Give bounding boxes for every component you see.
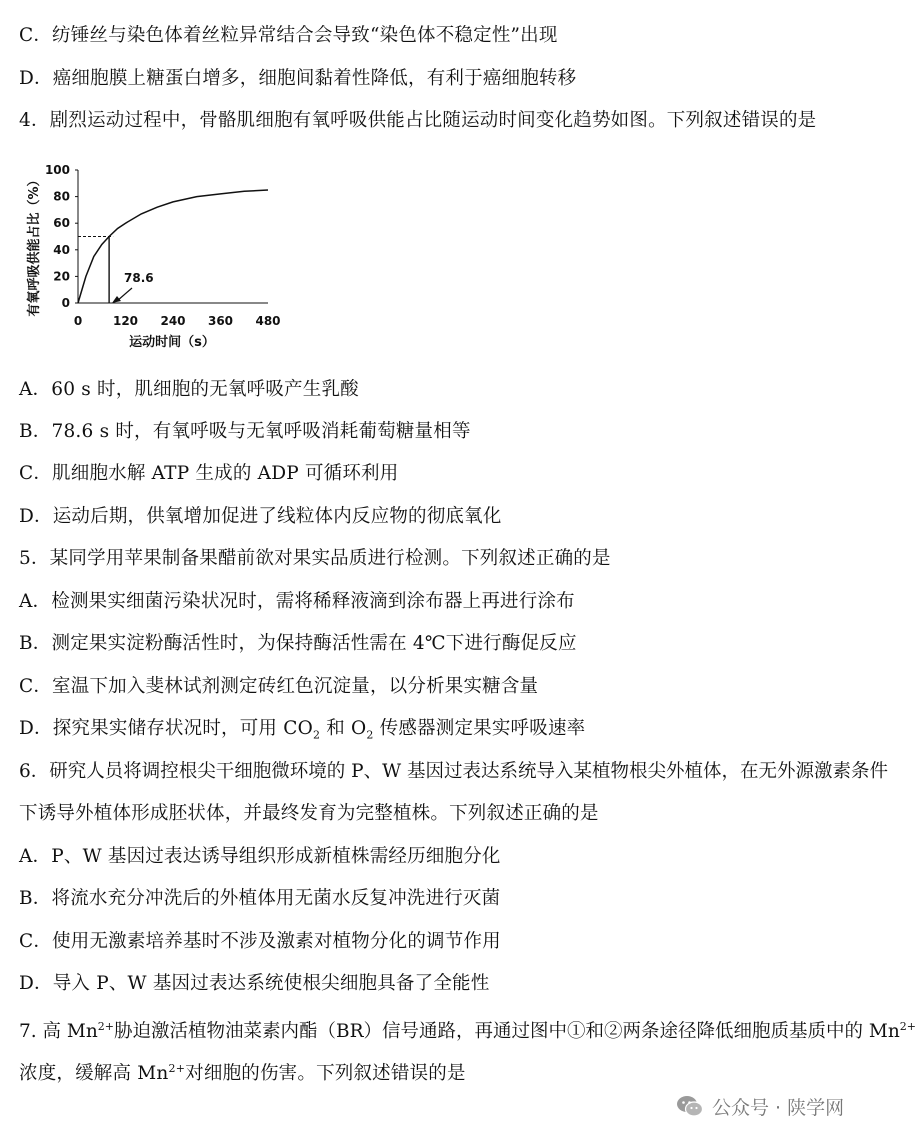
q5-d-text-1: D．探究果实储存状况时，可用 CO: [19, 718, 313, 739]
q7-stem-line-1: [19, 1015, 916, 1044]
x-tick-label: 360: [207, 314, 234, 328]
q4-option-d: D．运动后期，供氧增加促进了线粒体内反应物的彻底氧化: [19, 506, 502, 527]
series-line: [78, 190, 268, 303]
q6-stem-line-2: 下诱导外植体形成胚状体，并最终发育为完整植株。下列叙述正确的是: [19, 803, 599, 824]
y-tick-labels: [45, 163, 78, 310]
x-tick-label: 0: [73, 314, 83, 328]
x-tick-label: 240: [160, 314, 186, 328]
x-tick-label: 120: [112, 314, 139, 328]
q7-text-3: 浓度，缓解高 Mn: [19, 1063, 169, 1085]
q3-option-d: D．癌细胞膜上糖蛋白增多，细胞间黏着性降低，有利于癌细胞转移: [19, 68, 577, 89]
q5-option-b: B．测定果实淀粉酶活性时，为保持酶活性需在 4℃下进行酶促反应: [19, 633, 577, 654]
q5-option-a: A．检测果实细菌污染状况时，需将稀释液滴到涂布器上再进行涂布: [19, 591, 575, 612]
q6-option-a: A．P、W 基因过表达诱导组织形成新植株需经历细胞分化: [19, 846, 501, 867]
y-axis-label: 有氧呼吸供能占比（%）: [27, 173, 42, 317]
q5-option-d: [19, 717, 585, 748]
q5-d-sub-1: 2: [312, 728, 321, 742]
y-tick-label: 80: [53, 189, 70, 204]
q4-option-c: C．肌细胞水解 ATP 生成的 ADP 可循环利用: [19, 463, 399, 484]
q7-text-4: 对细胞的伤害。下列叙述错误的是: [185, 1063, 466, 1085]
aerobic-respiration-chart: [20, 160, 290, 355]
q7-sup-3: 2+: [168, 1062, 186, 1075]
q7-text-2: 胁迫激活植物油菜素内酯（BR）信号通路，再通过图中①和②两条途径降低细胞质基质中的 Mn: [114, 1021, 900, 1043]
wechat-icon: [676, 1094, 704, 1118]
q4-option-a: A．60 s 时，肌细胞的无氧呼吸产生乳酸: [19, 379, 359, 400]
watermark-text: 公众号 · 陕学网: [712, 1096, 845, 1119]
q4-option-b: B．78.6 s 时，有氧呼吸与无氧呼吸消耗葡萄糖量相等: [19, 421, 471, 442]
q7-sup-2: 2+: [899, 1020, 916, 1033]
q5-d-text-2: 和 O: [320, 718, 367, 739]
x-tick-labels: [74, 314, 281, 328]
q6-option-d: D．导入 P、W 基因过表达系统使根尖细胞具备了全能性: [19, 973, 490, 994]
watermark: [676, 1092, 844, 1120]
q5-stem: 5．某同学用苹果制备果醋前欲对果实品质进行检测。下列叙述正确的是: [19, 548, 611, 569]
x-tick-label: 480: [255, 314, 281, 328]
q5-option-c: C．室温下加入斐林试剂测定砖红色沉淀量，以分析果实糖含量: [19, 676, 539, 697]
q7-text-1: 7. 高 Mn: [19, 1021, 98, 1043]
y-tick-label: 20: [53, 269, 70, 284]
x-axis-label: 运动时间（s）: [129, 335, 215, 350]
y-tick-label: 100: [44, 163, 70, 177]
q6-stem-line-1: 6．研究人员将调控根尖干细胞微环境的 P、W 基因过表达系统导入某植物根尖外植体，在无外源激素条件: [19, 761, 888, 782]
y-tick-label: 60: [53, 216, 70, 231]
annotation-label: 78.6: [124, 271, 154, 285]
q7-sup-1: 2+: [97, 1020, 114, 1033]
q5-d-text-3: 传感器测定果实呼吸速率: [373, 718, 586, 739]
q7-stem-line-2: [19, 1057, 466, 1086]
q5-d-sub-2: 2: [366, 728, 374, 742]
annotation-arrowhead: [112, 296, 121, 303]
q6-option-c: C．使用无激素培养基时不涉及激素对植物分化的调节作用: [19, 931, 501, 952]
y-tick-label: 40: [53, 242, 70, 257]
y-tick-label: 0: [61, 296, 70, 310]
q4-stem: 4．剧烈运动过程中，骨骼肌细胞有氧呼吸供能占比随运动时间变化趋势如图。下列叙述错误的是: [19, 110, 817, 131]
q6-option-b: B．将流水充分冲洗后的外植体用无菌水反复冲洗进行灭菌: [19, 888, 501, 909]
q3-option-c: C．纺锤丝与染色体着丝粒异常结合会导致“染色体不稳定性”出现: [19, 25, 558, 46]
